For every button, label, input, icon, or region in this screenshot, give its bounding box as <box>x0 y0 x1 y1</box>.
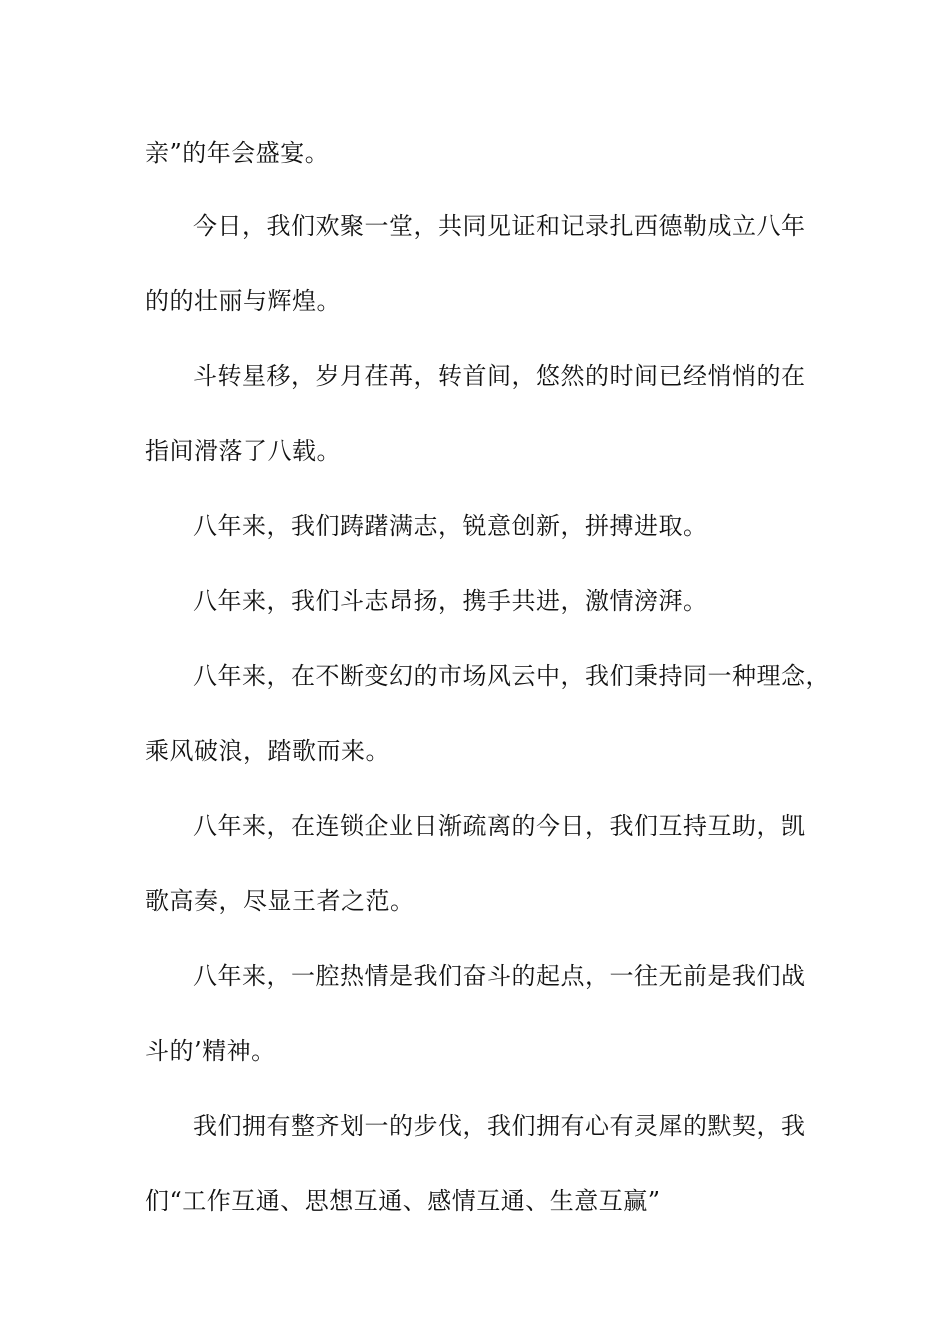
text-line: 指间滑落了八载。 <box>145 437 341 465</box>
text-line: 们“工作互通、思想互通、感情互通、生意互赢” <box>145 1187 661 1215</box>
text-line: 乘风破浪，踏歌而来。 <box>145 737 390 765</box>
text-line: 亲”的年会盛宴。 <box>145 139 330 167</box>
text-line: 我们拥有整齐划一的步伐，我们拥有心有灵犀的默契，我 <box>193 1112 806 1140</box>
text-line: 八年来，我们踌躇满志，锐意创新，拼搏进取。 <box>193 512 708 540</box>
text-line: 八年来，在连锁企业日渐疏离的今日，我们互持互助，凯 <box>193 812 806 840</box>
text-line: 今日，我们欢聚一堂，共同见证和记录扎西德勒成立八年 <box>193 212 806 240</box>
text-line: 八年来，我们斗志昂扬，携手共进，激情滂湃。 <box>193 587 708 615</box>
text-line: 斗转星移，岁月荏苒，转首间，悠然的时间已经悄悄的在 <box>193 362 806 390</box>
text-line: 八年来，在不断变幻的市场风云中，我们秉持同一种理念， <box>193 662 830 690</box>
text-line: 歌高奏，尽显王者之范。 <box>145 887 415 915</box>
text-line: 斗的’精神。 <box>145 1037 276 1065</box>
text-line: 八年来，一腔热情是我们奋斗的起点，一往无前是我们战 <box>193 962 806 990</box>
text-line: 的的壮丽与辉煌。 <box>145 287 341 315</box>
